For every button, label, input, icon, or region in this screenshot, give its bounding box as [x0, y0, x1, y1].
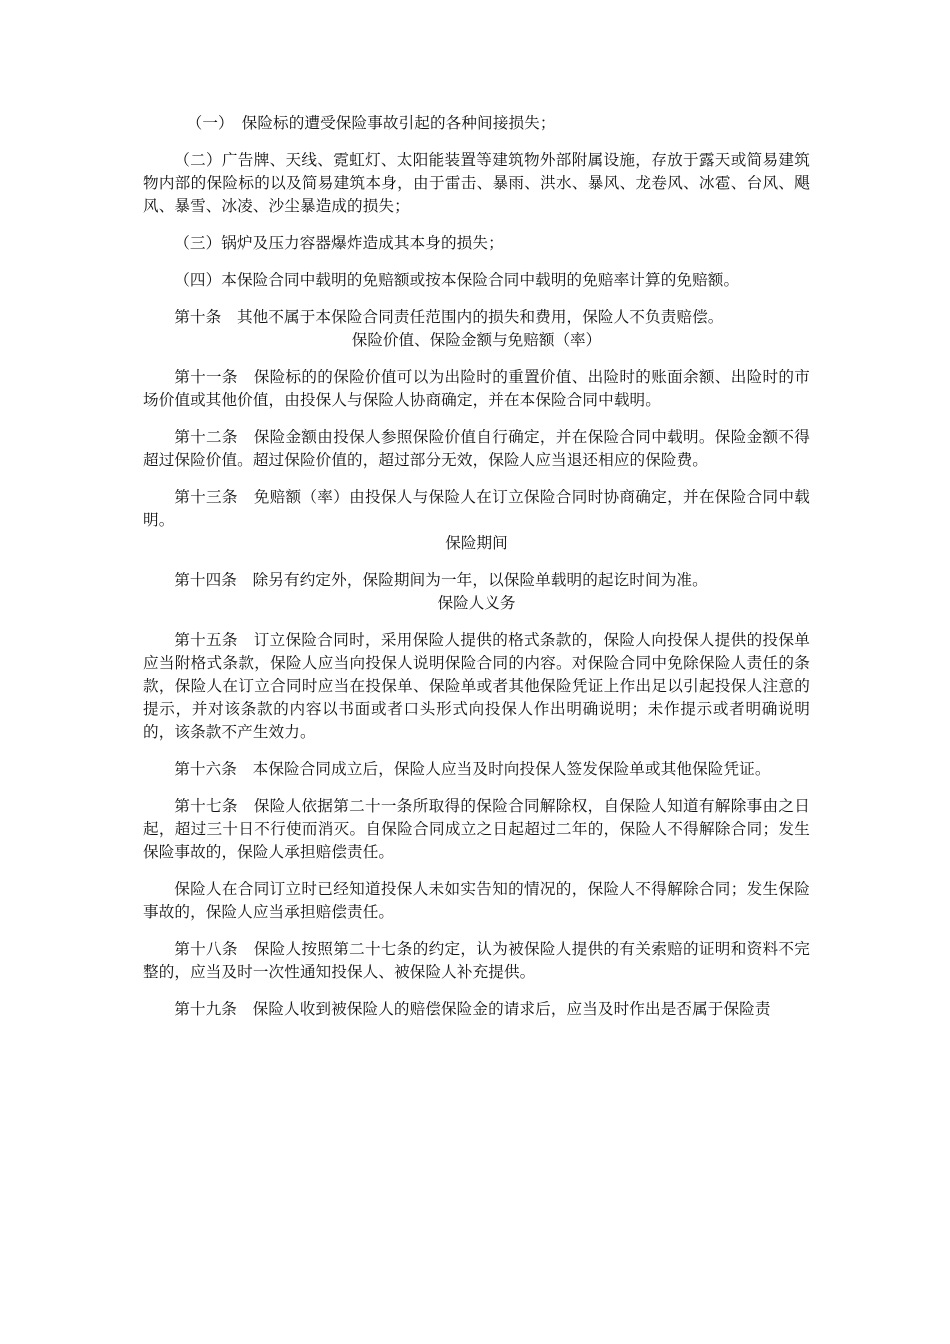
article-19: 第十九条 保险人收到被保险人的赔偿保险金的请求后，应当及时作出是否属于保险责	[174, 1000, 771, 1018]
exclusion-item-4: （四）本保险合同中载明的免赔额或按本保险合同中载明的免赔率计算的免赔额。	[174, 271, 740, 289]
exclusion-item-3: （三）锅炉及压力容器爆炸造成其本身的损失；	[174, 234, 504, 252]
section-heading-value: 保险价值、保险金额与免赔额（率）	[351, 331, 602, 349]
article-13: 第十三条 免赔额（率）由投保人与保险人在订立保险合同时协商确定，并在保险合同中载明。	[143, 488, 810, 529]
document-page	[143, 112, 810, 1021]
article-17-continued: 保险人在合同订立时已经知道投保人未如实告知的情况的，保险人不得解除合同；发生保险事故的，保险人应当承担赔偿责任。	[143, 880, 810, 921]
article-18: 第十八条 保险人按照第二十七条的约定，认为被保险人提供的有关索赔的证明和资料不完整的，应当及时一次性通知投保人、被保险人补充提供。	[143, 940, 810, 981]
article-12: 第十二条 保险金额由投保人参照保险价值自行确定，并在保险合同中载明。保险金额不得超过保险价值。超过保险价值的，超过部分无效，保险人应当退还相应的保险费。	[143, 428, 810, 469]
article-15: 第十五条 订立保险合同时，采用保险人提供的格式条款的，保险人向投保人提供的投保单应当附格式条款，保险人应当向投保人说明保险合同的内容。对保险合同中免除保险人责任的条款，保险人在订立合同时应当在投保单、保险单或者其他保险凭证上作出足以引起投保人注意的提示，并对该条款的内容以书面或者口头形式向投保人作出明确说明；未作提示或者明确说明的，该条款不产生效力。	[143, 631, 810, 741]
exclusion-item-2: （二）广告牌、天线、霓虹灯、太阳能装置等建筑物外部附属设施，存放于露天或简易建筑物内部的保险标的以及简易建筑本身，由于雷击、暴雨、洪水、暴风、龙卷风、冰雹、台风、飓风、暴雪、冰凌、沙尘暴造成的损失；	[143, 151, 810, 215]
article-16: 第十六条 本保险合同成立后，保险人应当及时向投保人签发保险单或其他保险凭证。	[174, 760, 771, 778]
section-heading-period: 保险期间	[445, 534, 508, 552]
section-heading-duties: 保险人义务	[437, 594, 516, 612]
article-14: 第十四条 除另有约定外，保险期间为一年，以保险单载明的起讫时间为准。	[174, 571, 708, 589]
article-11: 第十一条 保险标的的保险价值可以为出险时的重置价值、出险时的账面余额、出险时的市场价值或其他价值，由投保人与保险人协商确定，并在本保险合同中载明。	[143, 368, 810, 409]
article-17: 第十七条 保险人依据第二十一条所取得的保险合同解除权，自保险人知道有解除事由之日起，超过三十日不行使而消灭。自保险合同成立之日起超过二年的，保险人不得解除合同；发生保险事故的，保险人承担赔偿责任。	[143, 797, 810, 861]
article-10: 第十条 其他不属于本保险合同责任范围内的损失和费用，保险人不负责赔偿。	[174, 308, 724, 326]
exclusion-item-1: （一） 保险标的遭受保险事故引起的各种间接损失；	[186, 114, 556, 132]
